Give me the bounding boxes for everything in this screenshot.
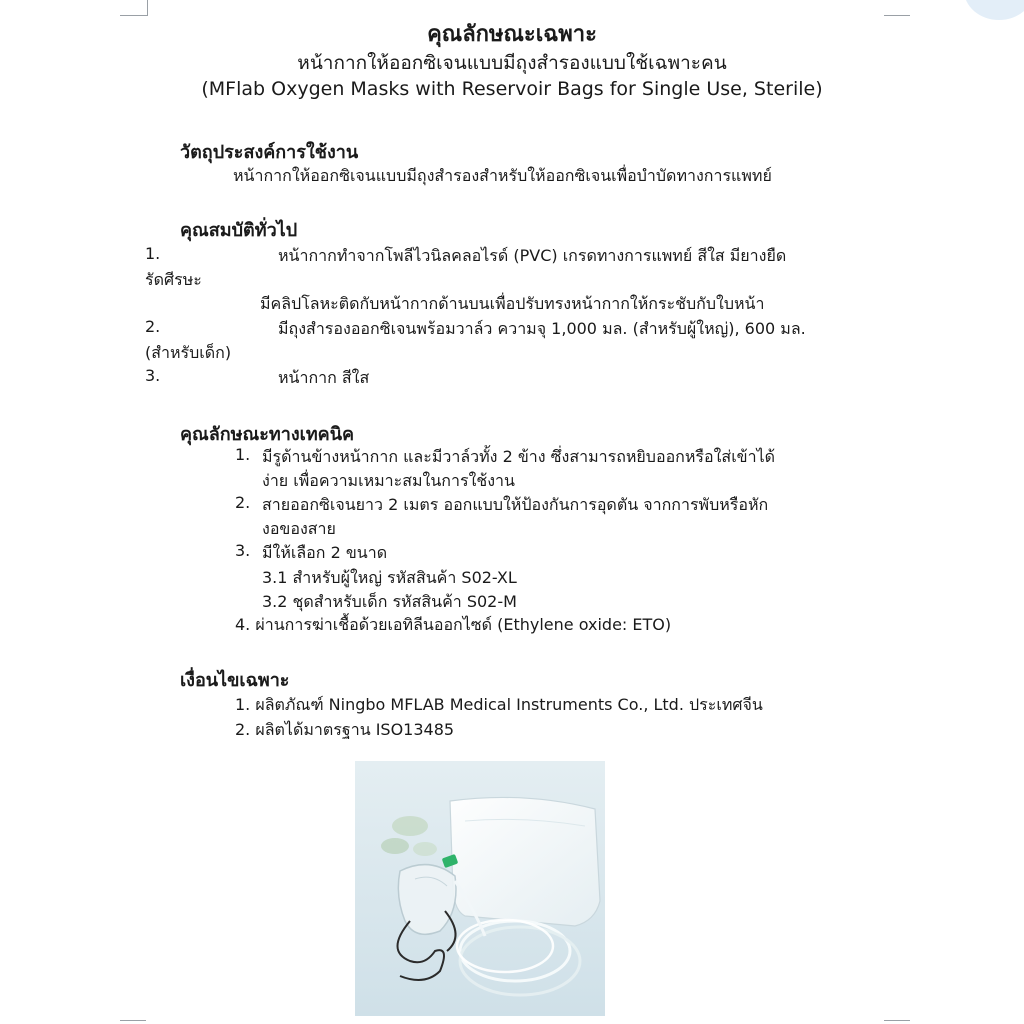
oxygen-mask-illustration xyxy=(355,761,605,1016)
technical-item-3-number: 3. xyxy=(235,541,251,560)
purpose-heading: วัตถุประสงค์การใช้งาน xyxy=(180,142,359,163)
general-item-1-line-3: มีคลิปโลหะติดกับหน้ากากด้านบนเพื่อปรับทรงหน้ากากให้กระชับกับใบหน้า xyxy=(260,294,765,313)
technical-sub-item-child: 3.2 ชุดสำหรับเด็ก รหัสสินค้า S02-M xyxy=(262,592,517,611)
conditions-item-1: 1. ผลิตภัณฑ์ Ningbo MFLAB Medical Instruments Co., Ltd. ประเทศจีน xyxy=(235,695,763,714)
product-photo xyxy=(355,761,605,1016)
technical-heading: คุณลักษณะทางเทคนิค xyxy=(180,424,355,445)
crop-mark-top-left-v xyxy=(147,0,148,16)
subtitle-english: (MFlab Oxygen Masks with Reservoir Bags for Single Use, Sterile) xyxy=(201,78,823,100)
general-item-1-line-1: หน้ากากทำจากโพลีไวนิลคลอไรด์ (PVC) เกรดทางการแพทย์ สีใส มียางยืด xyxy=(278,246,787,265)
technical-item-1-number: 1. xyxy=(235,445,251,464)
general-item-2-line-2: (สำหรับเด็ก) xyxy=(145,343,232,362)
general-item-3-number: 3. xyxy=(145,366,161,385)
conditions-heading: เงื่อนไขเฉพาะ xyxy=(180,670,290,691)
technical-item-1-line-1: มีรูด้านข้างหน้ากาก และมีวาล์วทั้ง 2 ข้าง ซึ่งสามารถหยิบออกหรือใส่เข้าได้ xyxy=(262,447,776,466)
general-item-2-line-1: มีถุงสำรองออกซิเจนพร้อมวาล์ว ความจุ 1,000 มล. (สำหรับผู้ใหญ่), 600 มล. xyxy=(278,319,806,338)
technical-item-1-line-2: ง่าย เพื่อความเหมาะสมในการใช้งาน xyxy=(262,471,515,490)
technical-item-2-line-1: สายออกซิเจนยาว 2 เมตร ออกแบบให้ป้องกันการอุดตัน จากการพับหรือหัก xyxy=(262,495,769,514)
technical-item-2-line-2: งอของสาย xyxy=(262,519,336,538)
technical-item-3-line-1: มีให้เลือก 2 ขนาด xyxy=(262,543,388,562)
crop-mark-bottom-right xyxy=(884,1020,910,1021)
general-item-1-line-2: รัดศีรษะ xyxy=(145,270,202,289)
conditions-item-2: 2. ผลิตได้มาตรฐาน ISO13485 xyxy=(235,720,455,739)
subtitle-thai: หน้ากากให้ออกซิเจนแบบมีถุงสำรองแบบใช้เฉพาะคน xyxy=(297,52,727,74)
crop-mark-bottom-left xyxy=(120,1020,146,1021)
general-item-3-line-1: หน้ากาก สีใส xyxy=(278,368,370,387)
purpose-text: หน้ากากให้ออกซิเจนแบบมีถุงสำรองสำหรับให้ออกซิเจนเพื่อบำบัดทางการแพทย์ xyxy=(233,166,772,185)
page-title: คุณลักษณะเฉพาะ xyxy=(427,22,597,47)
technical-item-4: 4. ผ่านการฆ่าเชื้อด้วยเอทิลีนออกไซด์ (Ethylene oxide: ETO) xyxy=(235,615,672,634)
technical-item-2-number: 2. xyxy=(235,493,251,512)
general-heading: คุณสมบัติทั่วไป xyxy=(180,220,298,241)
general-item-2-number: 2. xyxy=(145,317,161,336)
general-item-1-number: 1. xyxy=(145,244,161,263)
technical-sub-item-adult: 3.1 สำหรับผู้ใหญ่ รหัสสินค้า S02-XL xyxy=(262,568,517,587)
